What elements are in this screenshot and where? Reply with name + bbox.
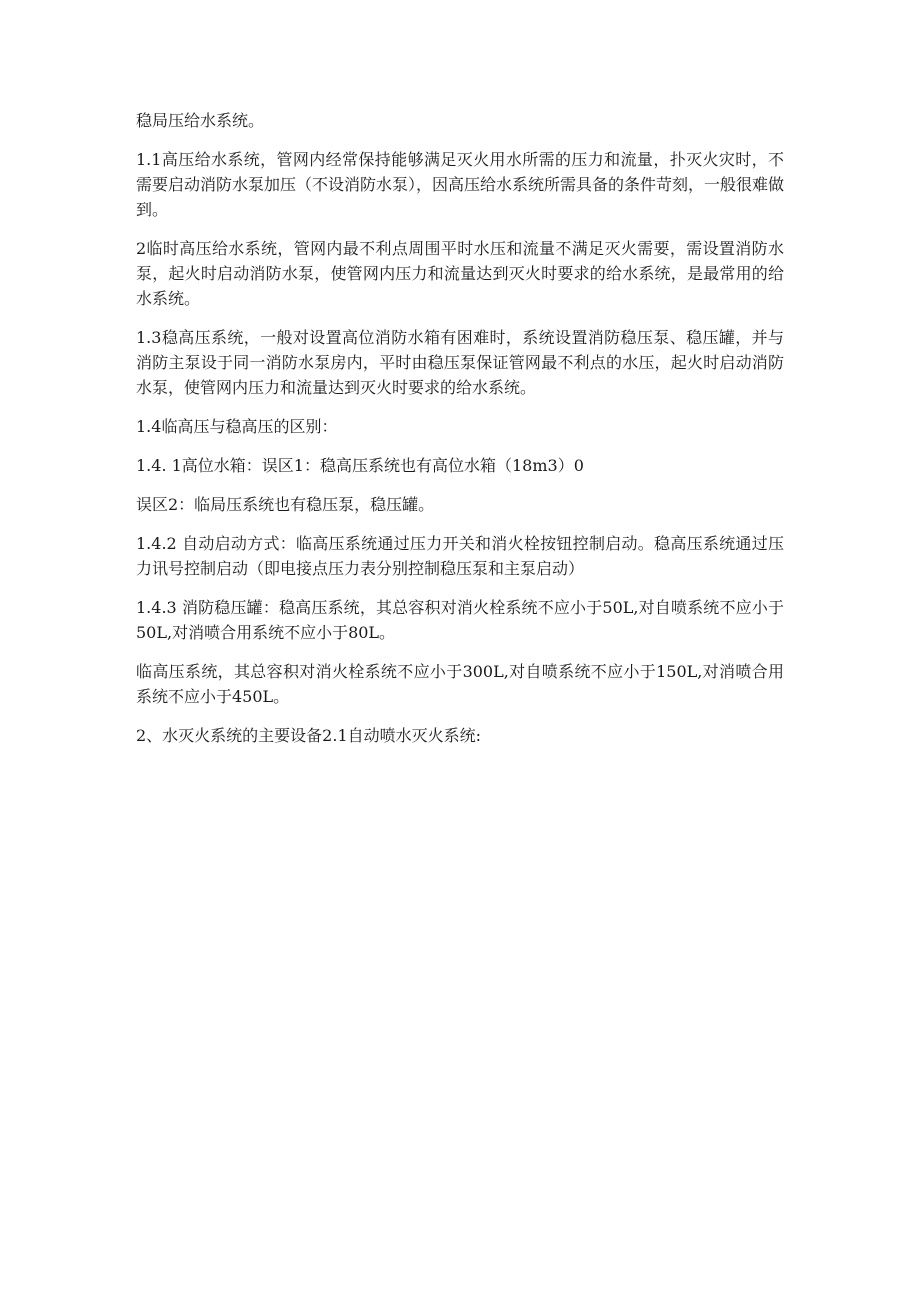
paragraph-difference-heading: 1.4临高压与稳高压的区别： [136,417,338,436]
paragraph-misconception-2: 误区2：临局压系统也有稳压泵，稳压罐。 [136,495,435,514]
paragraph-auto-start-method: 1.4.2 自动启动方式：临高压系统通过压力开关和消火栓按钮控制启动。稳高压系统通过压力讯号控制启动（即电接点压力表分别控制稳压泵和主泵启动） [136,534,784,578]
paragraph-stable-high-pressure-system: 1.3稳高压系统，一般对设置高位消防水箱有困难时，系统设置消防稳压泵、稳压罐，并与消防主泵设于同一消防水泵房内，平时由稳压泵保证管网最不利点的水压，起火时启动消防水泵，使管网内压力和流量达到灭火时要求的给水系统。 [136,328,784,397]
paragraph-main-equipment: 2、水灭火系统的主要设备2.1自动喷水灭火系统: [136,726,482,745]
paragraph-high-pressure-system: 1.1高压给水系统，管网内经常保持能够满足灭火用水所需的压力和流量，扑灭火灾时，不需要启动消防水泵加压（不设消防水泵），因高压给水系统所需具备的条件苛刻，一般很难做到。 [136,150,785,219]
paragraph-elevated-tank: 1.4. 1高位水箱：误区1：稳高压系统也有高位水箱（18m3）0 [136,456,584,475]
paragraph-temporary-high-pressure-system: 2临时高压给水系统，管网内最不利点周围平时水压和流量不满足灭火需要，需设置消防水泵，起火时启动消防水泵，使管网内压力和流量达到灭火时要求的给水系统，是最常用的给水系统。 [136,239,784,308]
paragraph-pressure-tank-stable: 1.4.3 消防稳压罐：稳高压系统，其总容积对消火栓系统不应小于50L,对自喷系统不应小于50L,对消喷合用系统不应小于80L。 [136,598,784,642]
paragraph-intro: 稳局压给水系统。 [136,111,265,130]
document-body [136,108,784,762]
paragraph-pressure-tank-temporary: 临高压系统，其总容积对消火栓系统不应小于300L,对自喷系统不应小于150L,对消喷合用系统不应小于450L。 [136,662,784,706]
